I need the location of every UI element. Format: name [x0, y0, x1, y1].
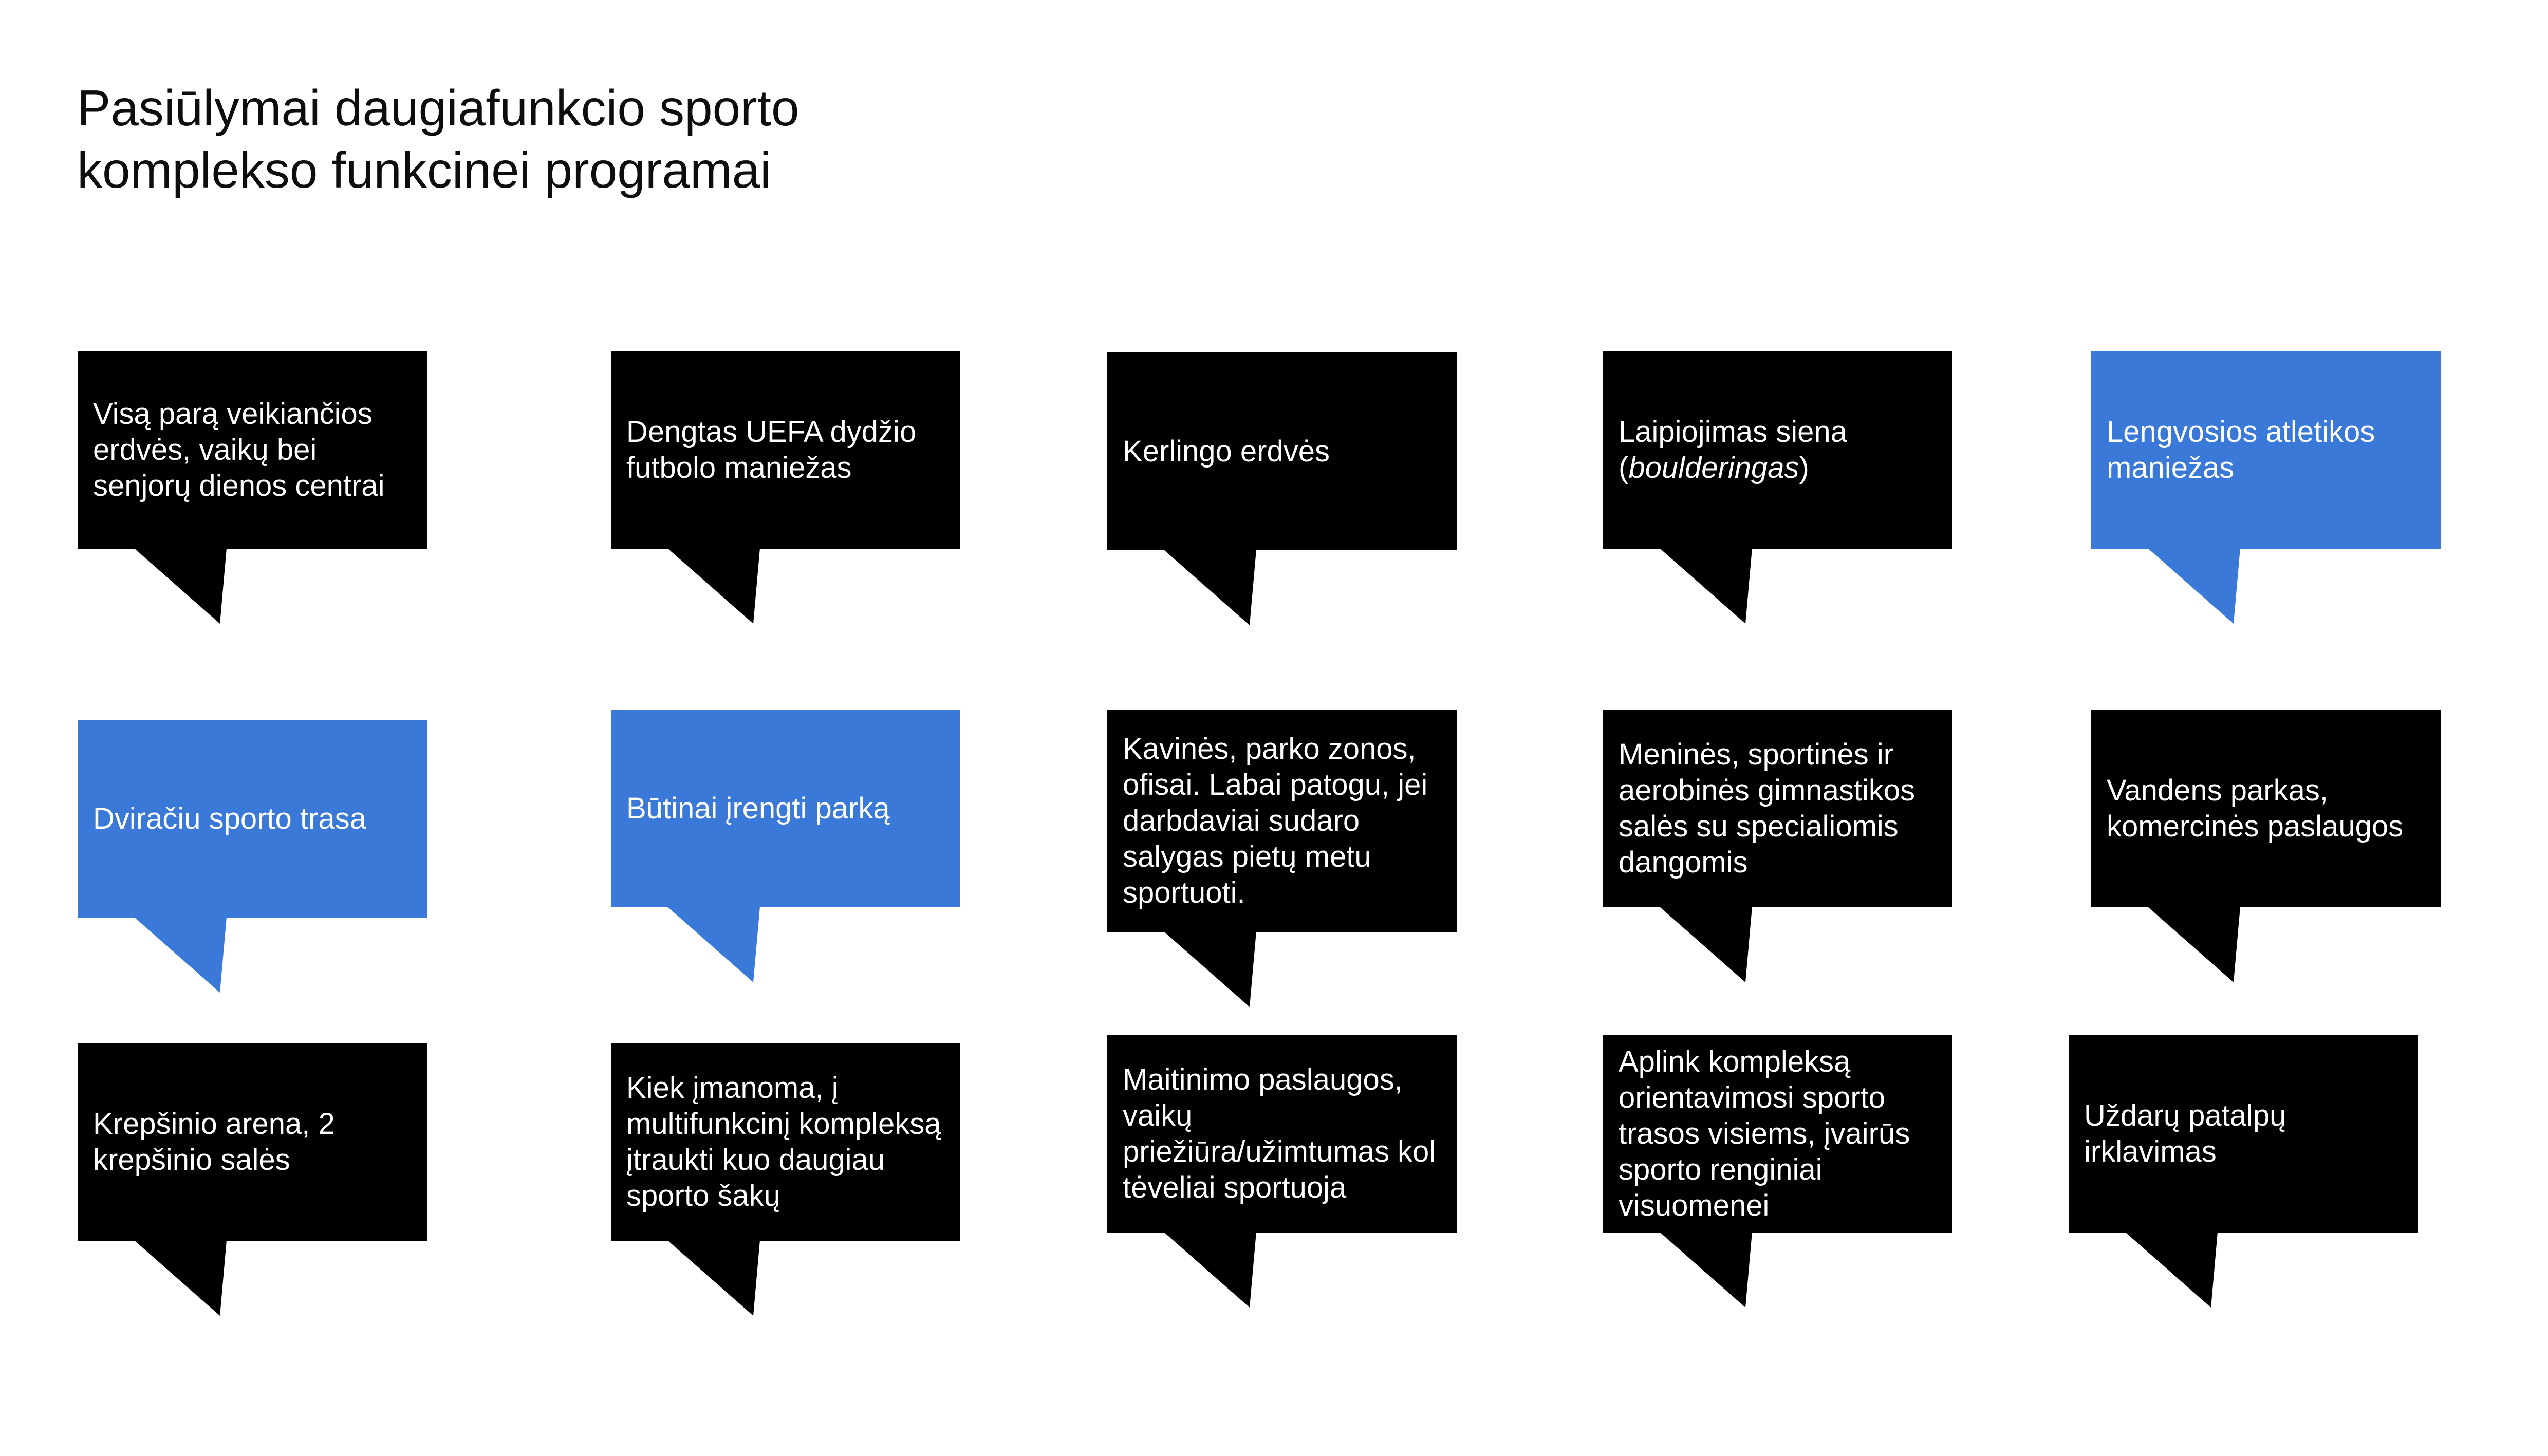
- speech-bubble: [1107, 1035, 1457, 1233]
- speech-bubble: [1107, 710, 1457, 932]
- bubble-tail: [1660, 907, 1752, 982]
- bubble-text: Vandens parkas, komercinės paslaugos: [2107, 773, 2404, 843]
- speech-bubble: [1603, 1035, 1952, 1233]
- bubble-text: Dengtas UEFA dydžio futbolo maniežas: [626, 415, 917, 484]
- bubble-tail: [134, 917, 227, 993]
- bubble-tail: [667, 907, 760, 982]
- bubble-text: Aplink kompleksą orientavimosi sporto trasos visiems, įvairūs sporto renginiai visuomenei: [1619, 1044, 1910, 1222]
- bubble-tail: [134, 548, 227, 624]
- bubble-text: Kiek įmanoma, į multifunkcinį kompleksą įtraukti kuo daugiau sporto šakų: [626, 1071, 941, 1212]
- bubble-tail: [1164, 550, 1256, 625]
- bubble-tail: [667, 548, 760, 624]
- speech-bubble: [2091, 351, 2441, 549]
- speech-bubble: [2069, 1035, 2418, 1233]
- page-title: Pasiūlymai daugiafunkcio sporto komplekso funkcinei programai: [77, 80, 799, 198]
- speech-bubble: [611, 710, 960, 907]
- bubble-text: Lengvosios atletikos maniežas: [2107, 415, 2375, 484]
- bubble-tail: [134, 1240, 227, 1316]
- speech-bubble: [1107, 352, 1457, 550]
- bubble-text: Kavinės, parko zonos, ofisai. Labai patogu, jei darbdaviai sudaro salygas pietų metu sportuoti.: [1123, 732, 1428, 909]
- bubble-tail: [2148, 548, 2240, 624]
- bubble-text: Dviračiu sporto trasa: [93, 801, 366, 835]
- bubble-text: Uždarų patalpų irklavimas: [2084, 1098, 2286, 1168]
- bubble-text: Meninės, sportinės ir aerobinės gimnastikos salės su specialiomis dangomis: [1619, 737, 1915, 879]
- speech-bubble: [1603, 710, 1952, 907]
- bubble-tail: [1660, 1232, 1752, 1308]
- speech-bubble: [2091, 710, 2441, 907]
- bubble-tail: [2148, 907, 2240, 982]
- bubble-text: Visą parą veikiančios erdvės, vaikų bei senjorų dienos centrai: [93, 397, 385, 502]
- bubble-tail: [667, 1240, 760, 1316]
- speech-bubble: [1603, 351, 1952, 549]
- speech-bubble: [611, 351, 960, 549]
- speech-bubble: [78, 1043, 427, 1241]
- bubble-text: Krepšinio arena, 2 krepšinio salės: [93, 1107, 335, 1177]
- bubble-tail: [1164, 1232, 1256, 1308]
- bubble-text: Laipiojimas siena (boulderingas): [1619, 415, 1847, 484]
- bubble-tail: [2125, 1232, 2218, 1308]
- bubble-text: Kerlingo erdvės: [1123, 434, 1330, 468]
- speech-bubble: [78, 351, 427, 549]
- bubble-tail: [1164, 931, 1256, 1007]
- bubble-text-italic: boulderingas: [1628, 451, 1799, 484]
- bubble-tail: [1660, 548, 1752, 624]
- bubble-text: Maitinimo paslaugos, vaikų priežiūra/užimtumas kol tėveliai sportuoja: [1123, 1062, 1436, 1204]
- speech-bubble: [78, 720, 427, 918]
- bubble-text: Būtinai įrengti parką: [626, 791, 890, 825]
- speech-bubble: [611, 1043, 960, 1241]
